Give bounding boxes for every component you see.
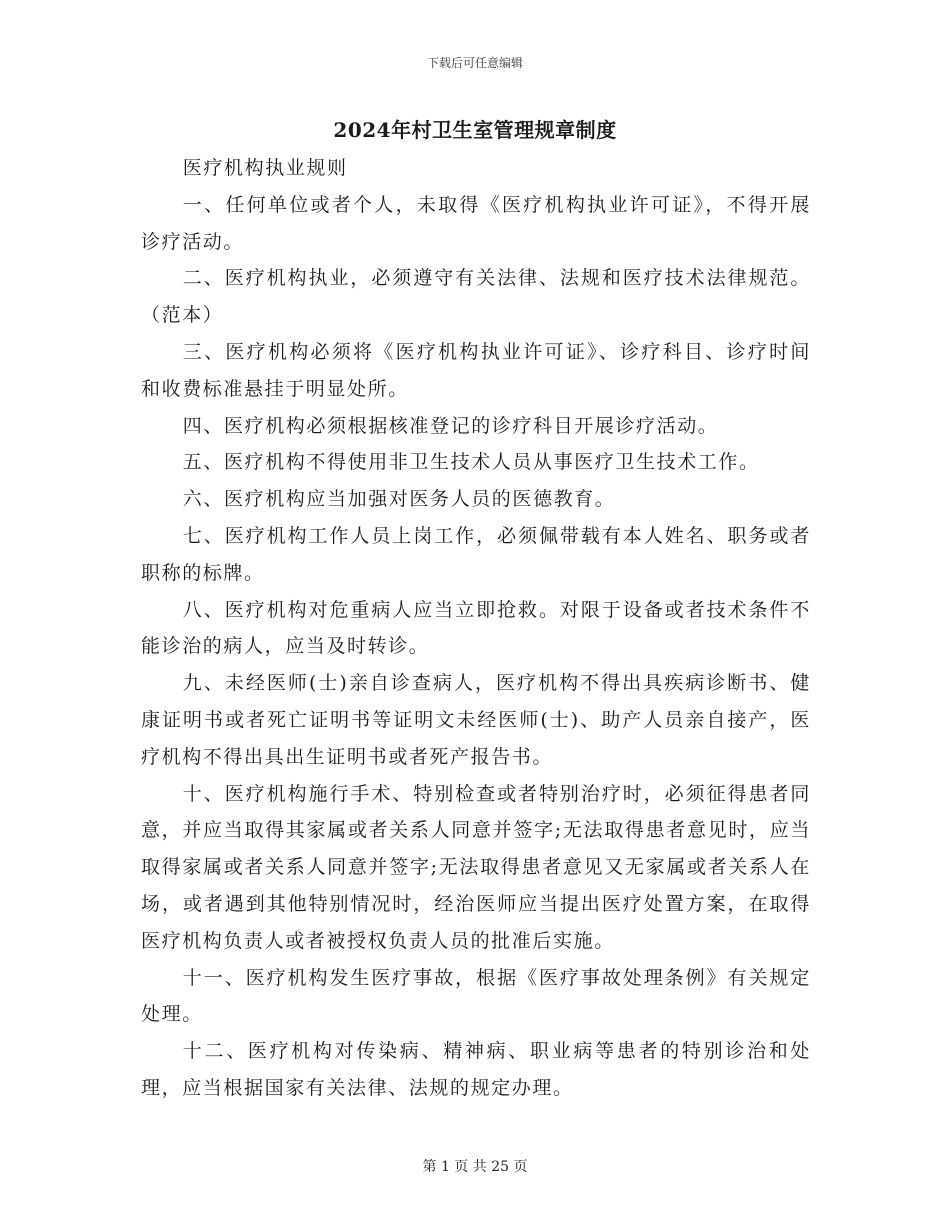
paragraph-rule-4: 四、医疗机构必须根据核准登记的诊疗科目开展诊疗活动。: [182, 414, 719, 437]
header-note: 下载后可任意编辑: [426, 56, 523, 70]
paragraph-rule-9: 九、未经医师(士)亲自诊查病人，医疗机构不得出具疾病诊断书、健康证明书或者死亡证明书等证明文未经医师(士)、助产人员亲自接产，医疗机构不得出具出生证明书或者死产报告书。: [141, 672, 811, 768]
paragraph-rule-7: 七、医疗机构工作人员上岗工作，必须佩带载有本人姓名、职务或者职称的标牌。: [141, 524, 811, 584]
paragraph-rule-2: 二、医疗机构执业，必须遵守有关法律、法规和医疗技术法律规范。（范本）: [141, 267, 811, 327]
paragraph-rule-6: 六、医疗机构应当加强对医务人员的医德教育。: [182, 488, 616, 511]
paragraph-rule-1: 一、任何单位或者个人，未取得《医疗机构执业许可证》，不得开展诊疗活动。: [141, 193, 811, 253]
paragraph-rule-10: 十、医疗机构施行手术、特别检查或者特别治疗时，必须征得患者同意，并应当取得其家属或者关系人同意并签字;无法取得患者意见时，应当取得家属或者关系人同意并签字;无法取得患者意见又无家属或者关系人在场，或者遇到其他特别情况时，经治医师应当提出医疗处置方案，在取得医疗机构负责人或者被授权负责人员的批准后实施。: [141, 782, 811, 952]
paragraph-subtitle: 医疗机构执业规则: [182, 157, 348, 179]
page-number-footer: 第 1 页 共 25 页: [422, 1159, 528, 1175]
paragraph-rule-12: 十二、医疗机构对传染病、精神病、职业病等患者的特别诊治和处理，应当根据国家有关法律、法规的规定办理。: [141, 1040, 811, 1099]
paragraph-rule-11: 十一、医疗机构发生医疗事故，根据《医疗事故处理条例》有关规定处理。: [141, 966, 811, 1026]
document-body: [141, 150, 811, 1107]
paragraph-rule-8: 八、医疗机构对危重病人应当立即抢救。对限于设备或者技术条件不能诊治的病人，应当及时转诊。: [141, 598, 811, 658]
paragraph-rule-3: 三、医疗机构必须将《医疗机构执业许可证》、诊疗科目、诊疗时间和收费标准悬挂于明显处所。: [141, 340, 811, 400]
document-title: 2024年村卫生室管理规章制度: [333, 118, 617, 142]
paragraph-rule-5: 五、医疗机构不得使用非卫生技术人员从事医疗卫生技术工作。: [182, 451, 760, 474]
